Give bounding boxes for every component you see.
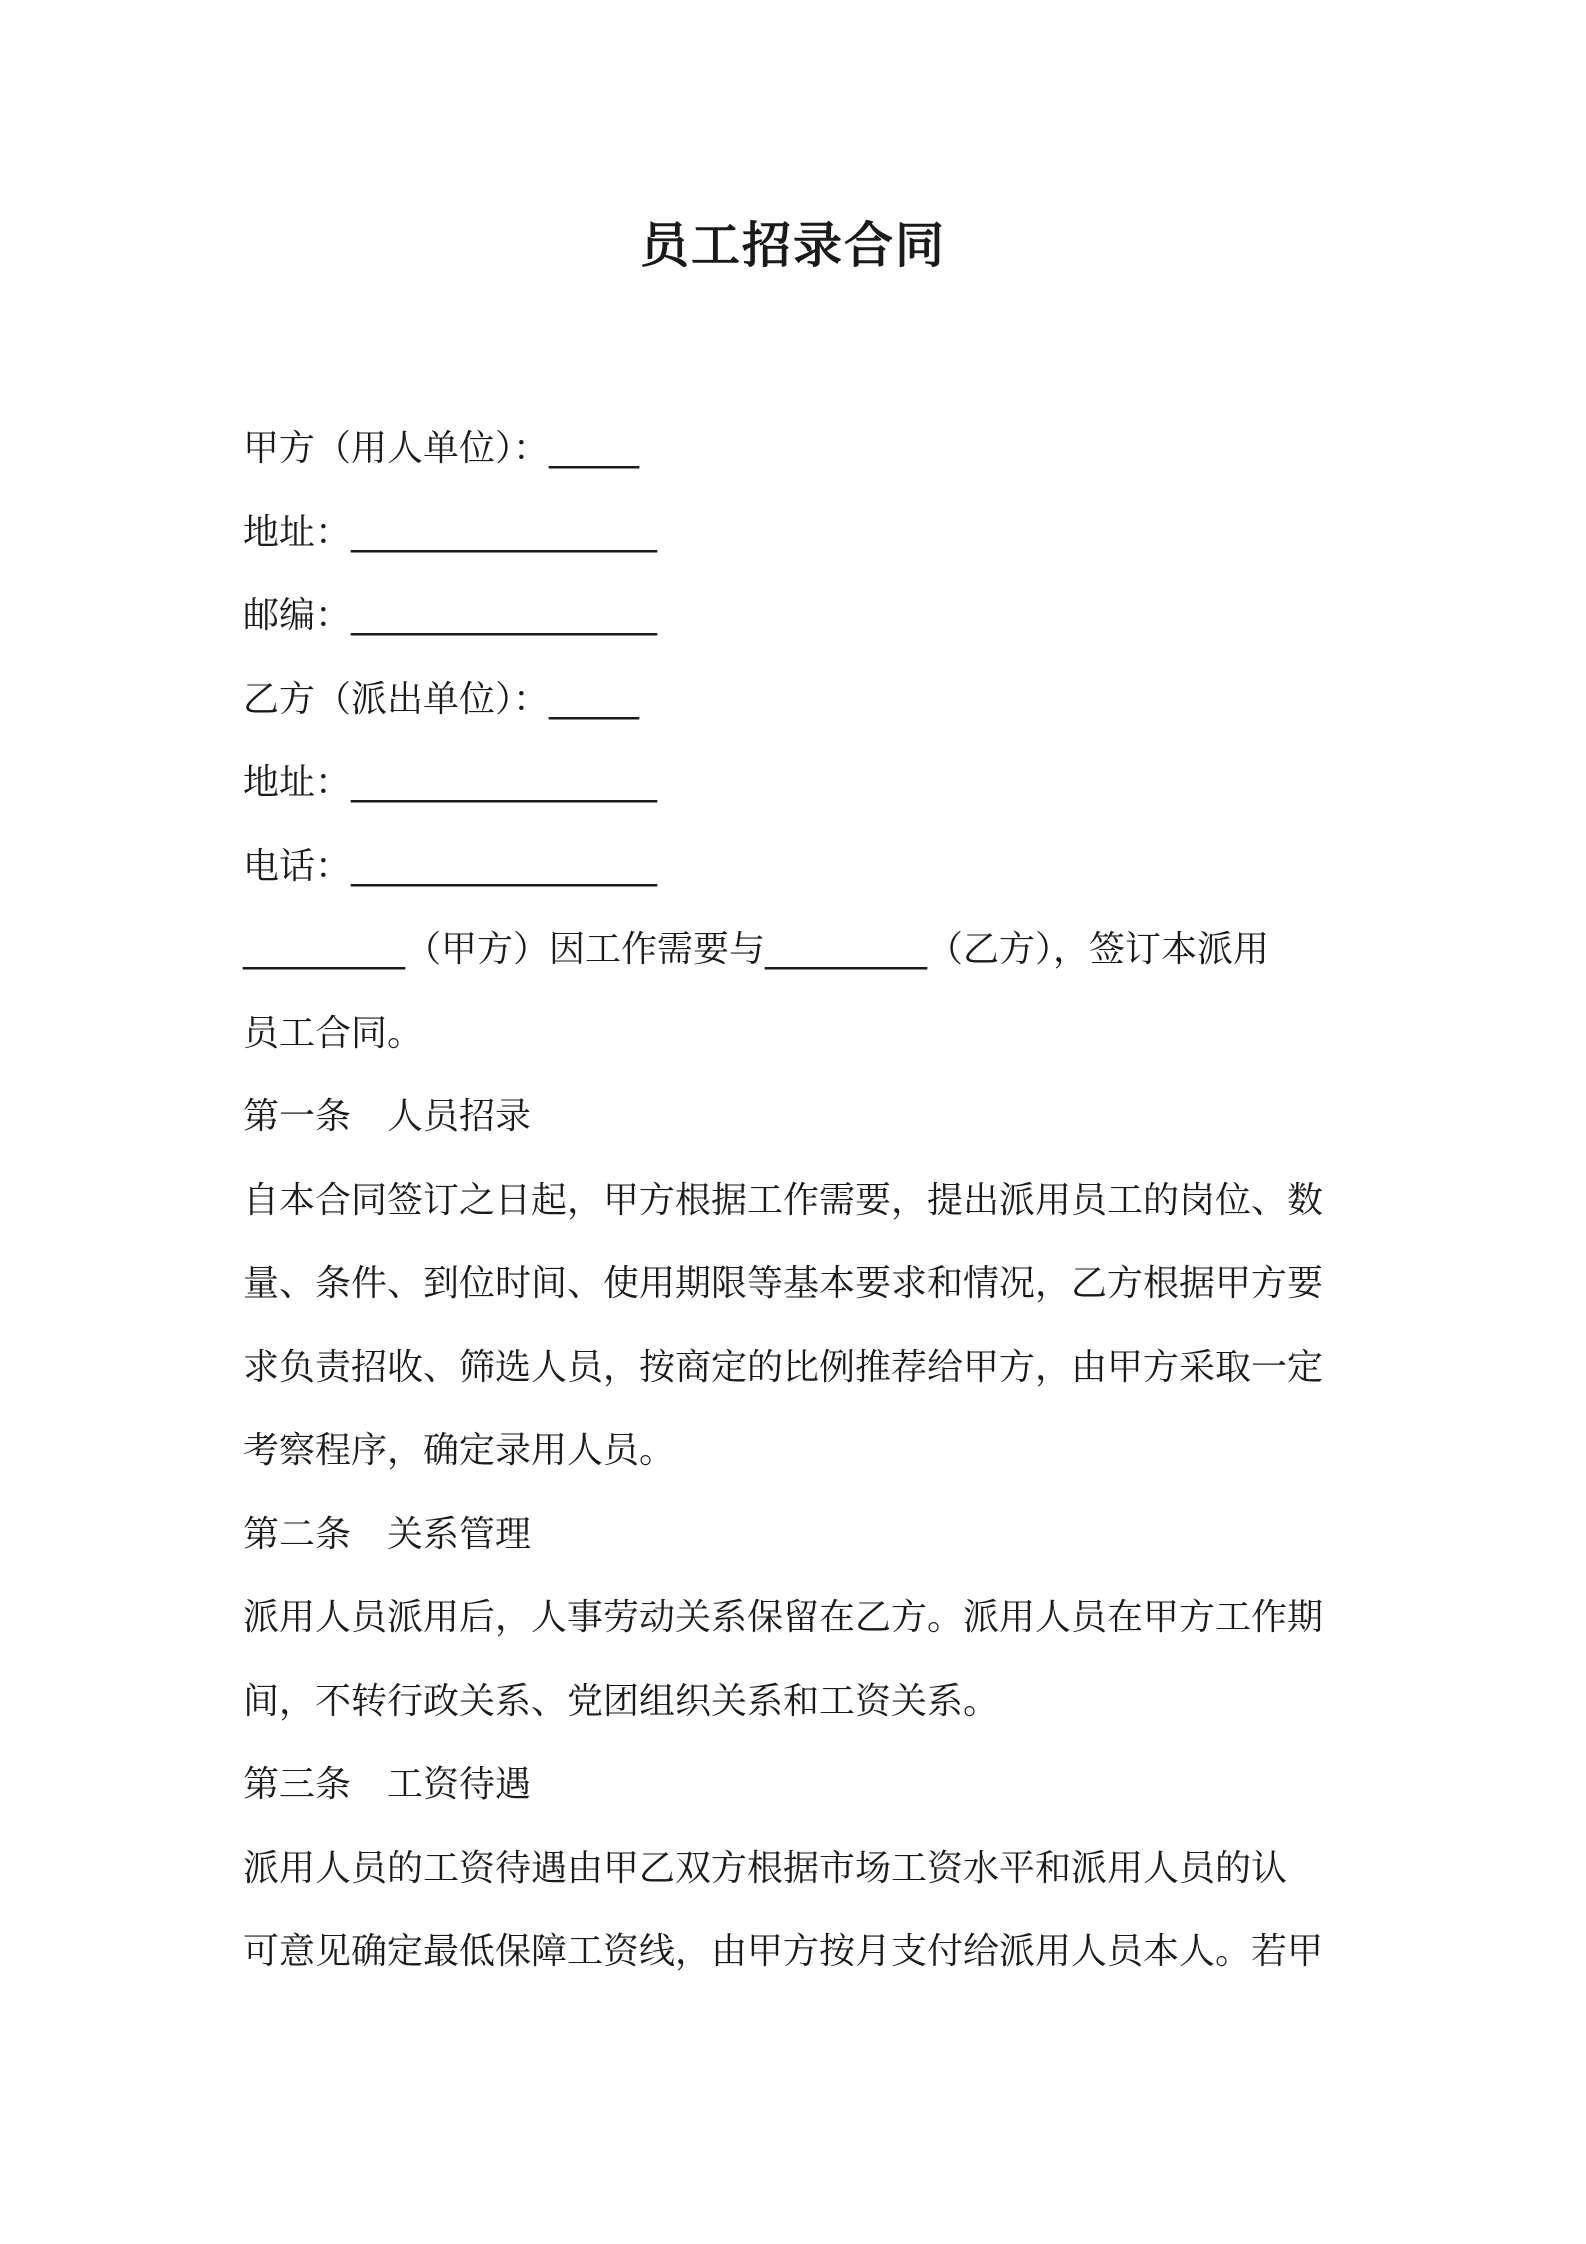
party-b-line: 乙方（派出单位）：_____ <box>243 678 640 720</box>
article-3-text: 派用人员的工资待遇由甲乙双方根据市场工资水平和派用人员的认 <box>243 1847 1288 1889</box>
party-b-address-line: 地址：_________________ <box>243 762 658 803</box>
article-3-text: 可意见确定最低保障工资线，由甲方按月支付给派用人员本人。若甲 <box>243 1931 1324 1972</box>
party-a-line: 甲方（用人单位）：_____ <box>243 428 640 469</box>
article-1-text: 考察程序，确定录用人员。 <box>243 1430 676 1471</box>
article-1-text: 求负责招收、筛选人员，按商定的比例推荐给甲方，由甲方采取一定 <box>243 1346 1324 1388</box>
document-body <box>243 407 1358 1994</box>
party-b-phone-line: 电话：_________________ <box>243 845 658 887</box>
preamble-line: 员工合同。 <box>243 1012 424 1054</box>
article-2-text: 间，不转行政关系、党团组织关系和工资关系。 <box>243 1680 1000 1722</box>
preamble-line: _________（甲方）因工作需要与_________（乙方），签订本派用 <box>243 929 1270 970</box>
article-2-text: 派用人员派用后，人事劳动关系保留在乙方。派用人员在甲方工作期 <box>243 1597 1324 1638</box>
document-title: 员工招录合同 <box>639 217 946 274</box>
article-1-text: 量、条件、到位时间、使用期限等基本要求和情况，乙方根据甲方要 <box>243 1263 1324 1304</box>
article-1-text: 自本合同签订之日起，甲方根据工作需要，提出派用员工的岗位、数 <box>243 1179 1324 1221</box>
article-3-heading: 第三条 工资待遇 <box>243 1764 532 1805</box>
article-2-heading: 第二条 关系管理 <box>243 1513 532 1555</box>
party-a-postcode-line: 邮编：_________________ <box>243 595 658 636</box>
party-a-address-line: 地址：_________________ <box>243 511 658 553</box>
article-1-heading: 第一条 人员招录 <box>243 1096 532 1137</box>
